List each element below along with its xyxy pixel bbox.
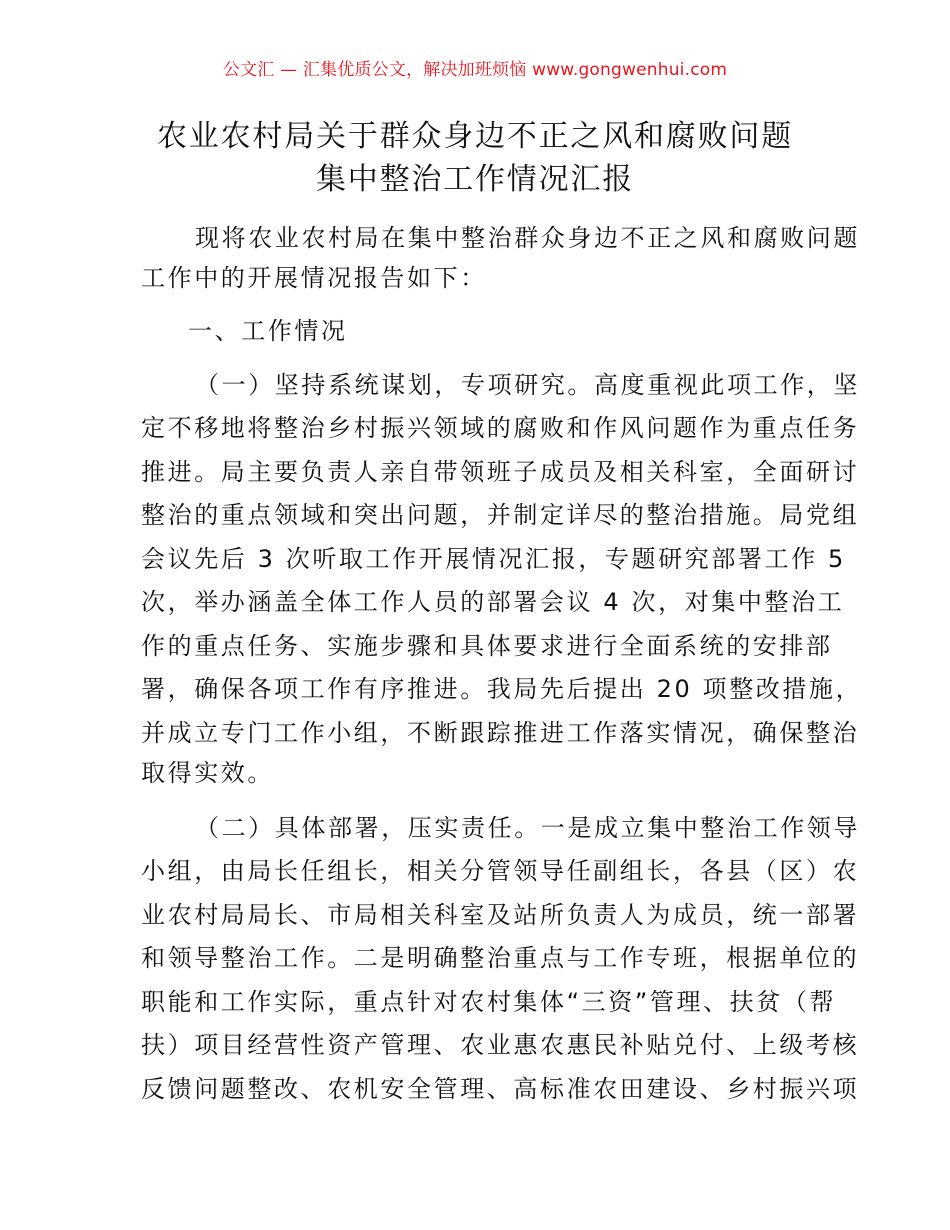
- para2-line: 业农村局局长、市局相关科室及站所负责人为成员，统一部署: [141, 901, 860, 929]
- para1-line: 整治的重点领域和突出问题，并制定详尽的整治措施。局党组: [141, 501, 860, 529]
- para2-line: 反馈问题整改、农机安全管理、高标准农田建设、乡村振兴项: [141, 1075, 860, 1103]
- intro-line: 工作中的开展情况报告如下：: [141, 264, 487, 292]
- para1-line: 并成立专门工作小组，不断跟踪推进工作落实情况，确保整治: [141, 719, 860, 747]
- para1-line: 作的重点任务、实施步骤和具体要求进行全面系统的安排部: [141, 632, 833, 660]
- para1-line: 次，举办涵盖全体工作人员的部署会议 4 次，对集中整治工: [141, 588, 845, 616]
- para2-line: （二）具体部署，压实责任。一是成立集中整治工作领导: [195, 814, 860, 842]
- para1-line: 定不移地将整治乡村振兴领域的腐败和作风问题作为重点任务: [141, 414, 860, 442]
- para1-line: 署，确保各项工作有序推进。我局先后提出 20 项整改措施，: [141, 675, 863, 703]
- para1-line: 会议先后 3 次听取工作开展情况汇报，专题研究部署工作 5: [141, 545, 846, 573]
- para1-line: 推进。局主要负责人亲自带领班子成员及相关科室，全面研讨: [141, 458, 860, 486]
- para2-line: 扶）项目经营性资产管理、农业惠农惠民补贴兑付、上级考核: [141, 1031, 860, 1059]
- para1-line: （一）坚持系统谋划，专项研究。高度重视此项工作，坚: [195, 371, 860, 399]
- watermark-header: 公文汇 — 汇集优质公文，解决加班烦恼 www.gongwenhui.com: [222, 60, 728, 80]
- para2-line: 小组，由局长任组长，相关分管领导任副组长，各县（区）农: [141, 857, 860, 885]
- para2-line: 职能和工作实际，重点针对农村集体“三资”管理、扶贫（帮: [141, 988, 837, 1016]
- title-line-2: 集中整治工作情况汇报: [316, 162, 634, 197]
- title-line-1: 农业农村局关于群众身边不正之风和腐败问题: [157, 119, 793, 154]
- intro-line: 现将农业农村局在集中整治群众身边不正之风和腐败问题: [195, 224, 860, 252]
- section-heading: 一、工作情况: [188, 317, 348, 345]
- para2-line: 和领导整治工作。二是明确整治重点与工作专班，根据单位的: [141, 944, 860, 972]
- para1-line: 取得实效。: [141, 759, 274, 787]
